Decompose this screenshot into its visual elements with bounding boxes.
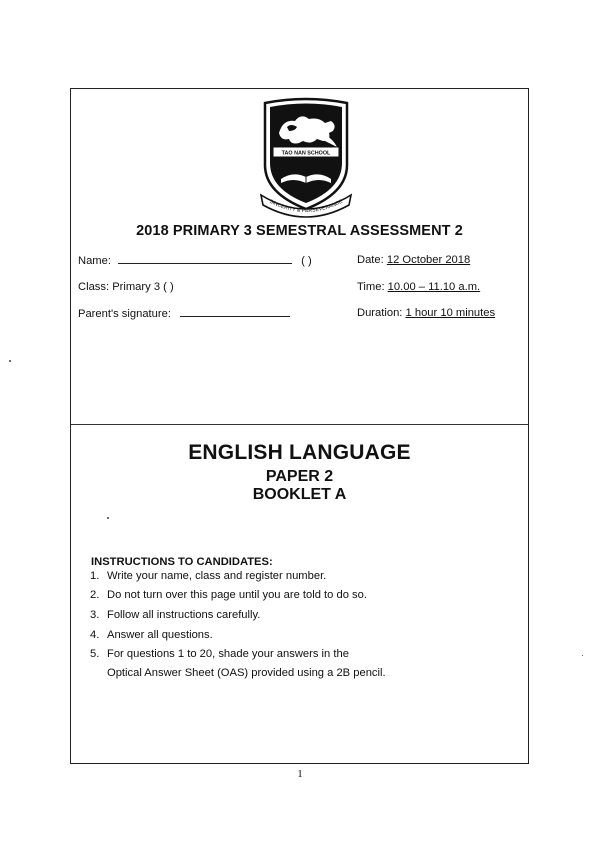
cover-frame <box>70 88 529 764</box>
time-label: Time: <box>357 281 385 293</box>
school-crest-logo <box>259 97 353 221</box>
instruction-item: 5. For questions 1 to 20, shade your answers in the <box>90 648 349 660</box>
instruction-item: 3. Follow all instructions carefully. <box>90 609 261 621</box>
signature-line <box>180 307 290 317</box>
duration-field <box>357 307 495 319</box>
name-line <box>118 254 292 264</box>
parent-signature-label: Parent's signature: <box>78 308 171 320</box>
paper-label: PAPER 2 <box>265 468 334 485</box>
instruction-item: 1. Write your name, class and register number. <box>90 570 327 582</box>
name-label: Name: <box>78 255 111 267</box>
class-field: Class: Primary 3 ( ) <box>78 281 174 293</box>
duration-value: 1 hour 10 minutes <box>405 307 496 319</box>
section-divider <box>71 424 528 425</box>
booklet-label: BOOKLET A <box>252 486 347 503</box>
duration-label: Duration: <box>357 307 403 319</box>
page-number: 1 <box>297 768 303 780</box>
date-field <box>357 254 470 266</box>
crest-school-name: TAO NAN SCHOOL <box>281 150 331 157</box>
instruction-item: 4. Answer all questions. <box>90 629 213 641</box>
assessment-title: 2018 PRIMARY 3 SEMESTRAL ASSESSMENT 2 <box>136 223 463 239</box>
scan-speck <box>107 517 109 519</box>
time-value: 10.00 – 11.10 a.m. <box>387 281 481 293</box>
date-value: 12 October 2018 <box>386 254 471 266</box>
crest-motto: SINCERITY & PERSEVERANCE <box>268 198 344 215</box>
date-label: Date: <box>357 254 384 266</box>
instruction-item: 2. Do not turn over this page until you are told to do so. <box>90 589 367 601</box>
register-number-paren: ( ) <box>301 255 312 267</box>
time-field <box>357 281 480 293</box>
instructions-title: INSTRUCTIONS TO CANDIDATES: <box>91 556 273 568</box>
instruction-item-continued: Optical Answer Sheet (OAS) provided using a 2B pencil. <box>107 667 386 679</box>
scan-speck <box>9 360 11 362</box>
scan-speck <box>582 655 583 656</box>
parent-signature-field <box>78 307 290 320</box>
name-field <box>78 254 312 267</box>
subject-title: ENGLISH LANGUAGE <box>188 441 411 464</box>
